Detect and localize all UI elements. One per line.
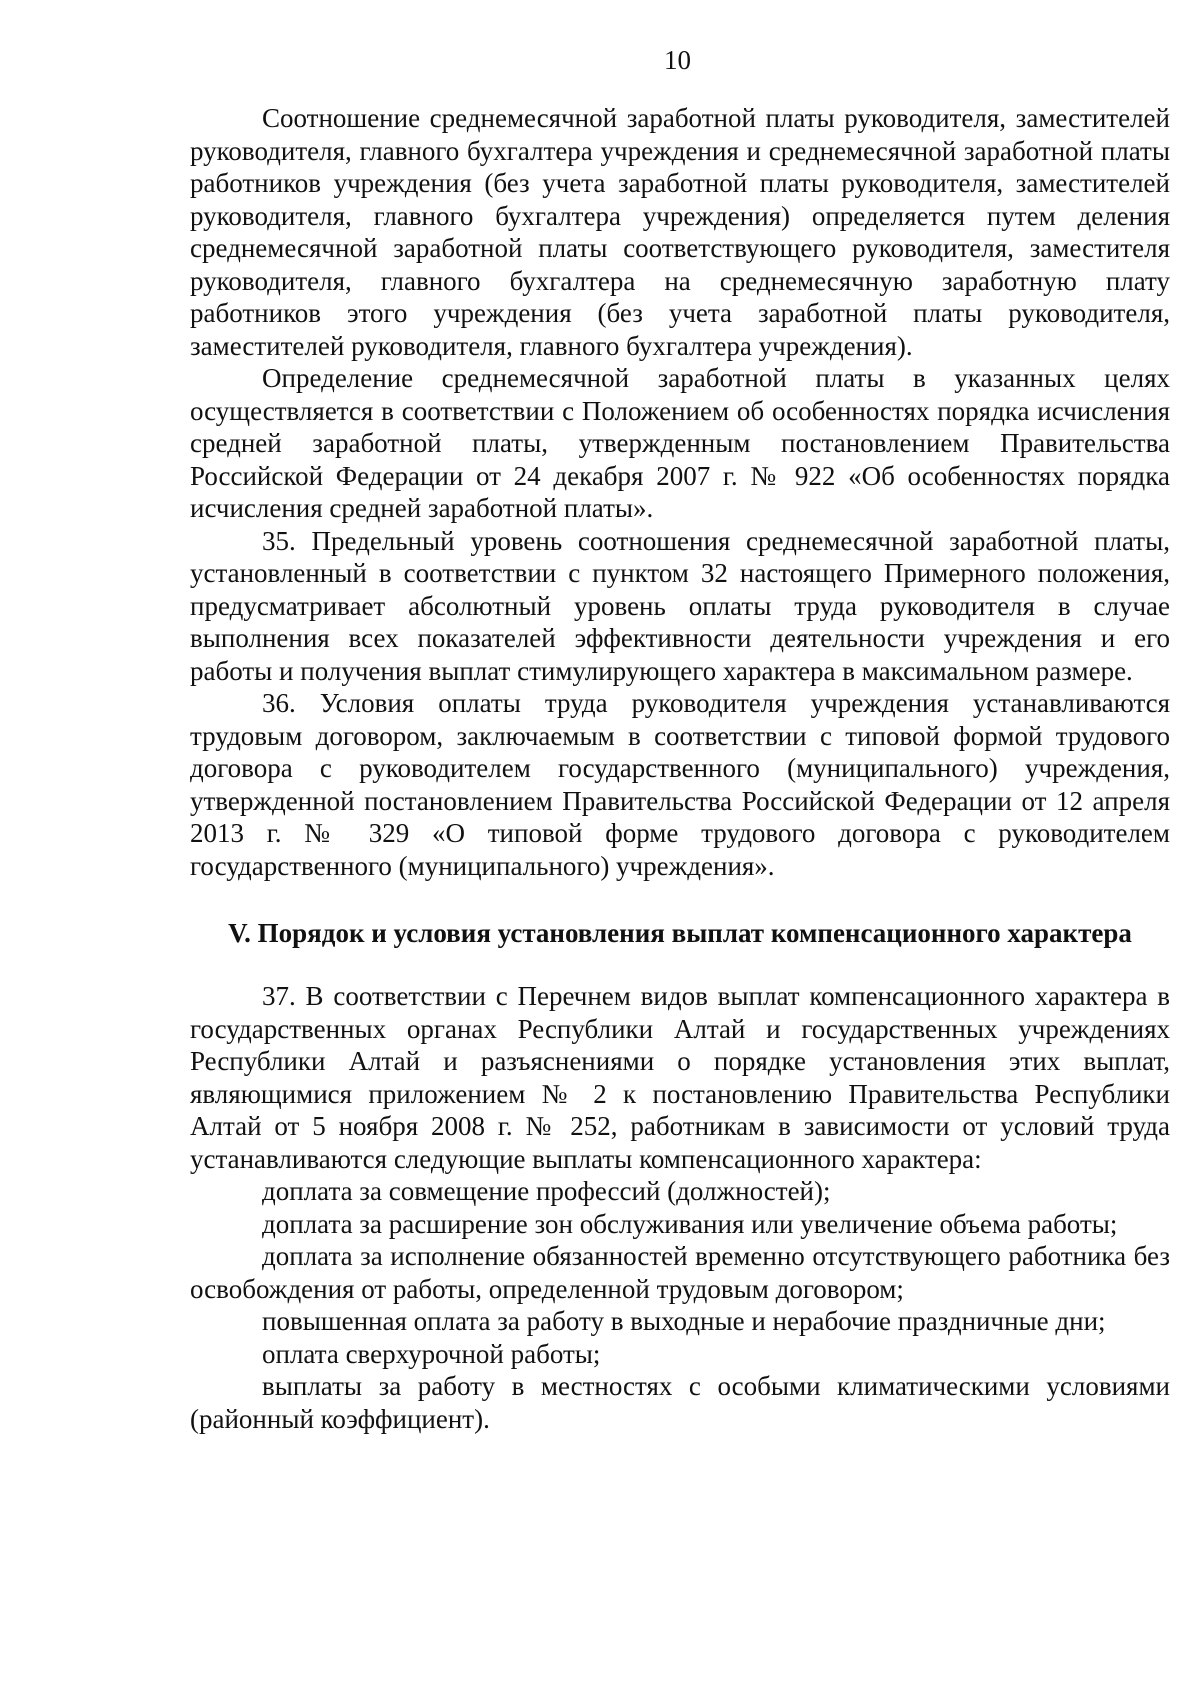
page-number: 10 [664, 45, 691, 75]
list-item-service-zones: доплата за расширение зон обслуживания или увеличение объема работы; [262, 1208, 1118, 1239]
list-item-overtime: оплата сверхурочной работы; [262, 1338, 601, 1369]
list-item-absent-worker: доплата за исполнение обязанностей временно отсутствующего работника без освобождения от работы, определенной трудовым договором; [190, 1241, 1170, 1304]
list-item-weekend-pay: повышенная оплата за работу в выходные и нерабочие праздничные дни; [262, 1306, 1106, 1336]
paragraph-35: 35. Предельный уровень соотношения среднемесячной заработной платы, установленный в соответствии с пунктом 32 настоящего Примерного положения, предусматривает абсолютный уровень оплаты труда руководителя в случае выполнения всех показателей эффективности деятельности учреждения и его работы и получения выплат стимулирующего характера в максимальном размере. [190, 525, 1170, 686]
section-heading: V. Порядок и условия установления выплат компенсационного характера [228, 918, 1132, 948]
document-body [190, 102, 1170, 1435]
paragraph-salary-determination: Определение среднемесячной заработной платы в указанных целях осуществляется в соответствии с Положением об особенностях порядка исчисления средней заработной платы, утвержденным постановлением Правительства Российской Федерации от 24 декабря 2007 г. № 922 «Об особенностях порядка исчисления средней заработной платы». [190, 363, 1170, 523]
list-item-climate-coefficient: выплаты за работу в местностях с особыми климатическими условиями (районный коэффициент). [190, 1371, 1170, 1434]
paragraph-37: 37. В соответствии с Перечнем видов выплат компенсационного характера в государственных органах Республики Алтай и государственных учреждениях Республики Алтай и разъяснениями о порядке установления этих выплат, являющимися приложением № 2 к постановлению Правительства Республики Алтай от 5 ноября 2008 г. № 252, работникам в зависимости от условий труда устанавливаются следующие выплаты компенсационного характера: [190, 981, 1170, 1174]
list-item-combination: доплата за совмещение профессий (должностей); [262, 1176, 831, 1206]
paragraph-36: 36. Условия оплаты труда руководителя учреждения устанавливаются трудовым договором, заключаемым в соответствии с типовой формой трудового договора с руководителем государственного (муниципального) учреждения, утвержденной постановлением Правительства Российской Федерации от 12 апреля 2013 г. № 329 «О типовой форме трудового договора с руководителем государственного (муниципального) учреждения». [190, 688, 1170, 881]
paragraph-salary-ratio: Соотношение среднемесячной заработной платы руководителя, заместителей руководителя, главного бухгалтера учреждения и среднемесячной заработной платы работников учреждения (без учета заработной платы руководителя, заместителей руководителя, главного бухгалтера учреждения) определяется путем деления среднемесячной заработной платы соответствующего руководителя, заместителя руководителя, главного бухгалтера на среднемесячную заработную плату работников этого учреждения (без учета заработной платы руководителя, заместителей руководителя, главного бухгалтера учреждения). [190, 103, 1170, 361]
